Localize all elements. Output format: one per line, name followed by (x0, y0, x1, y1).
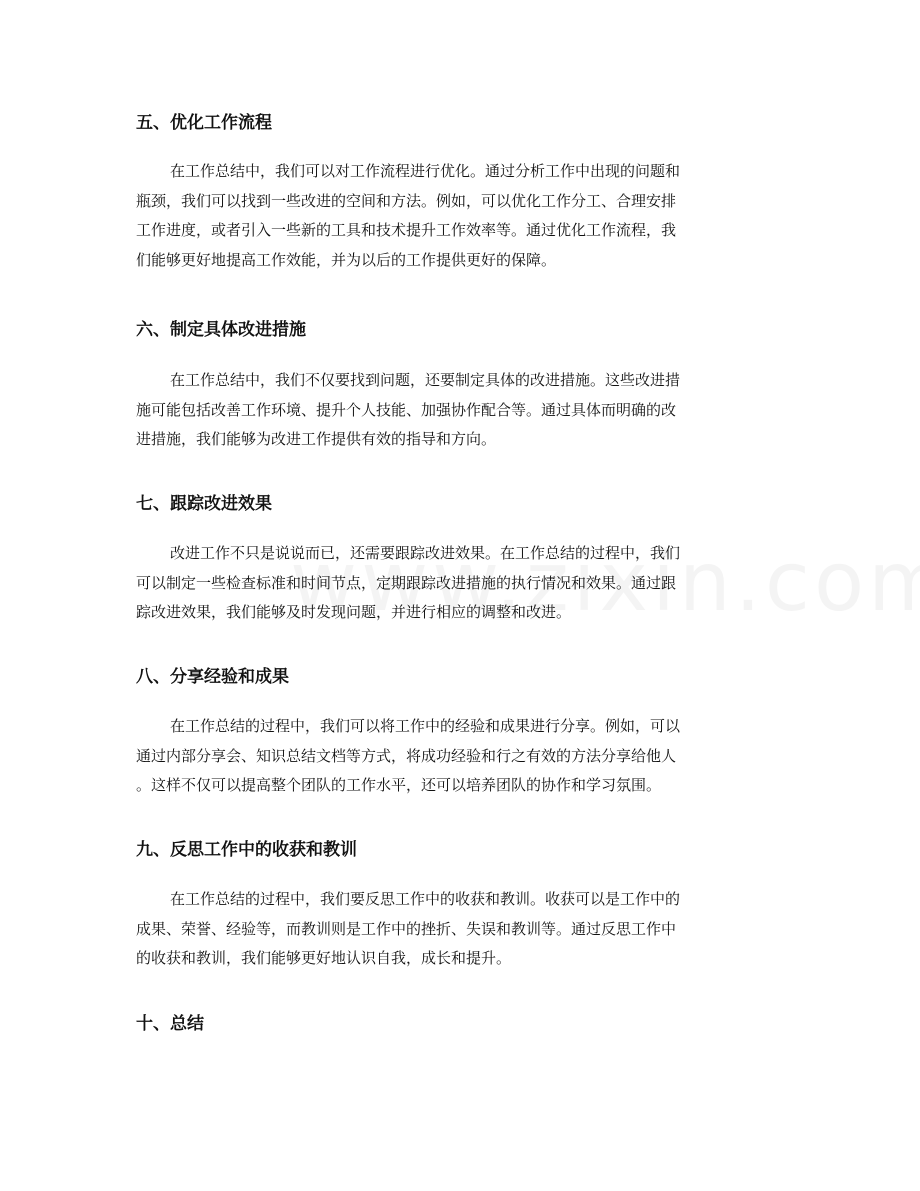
paragraph-line: 通过内部分享会、知识总结文档等方式，将成功经验和行之有效的方法分享给他人 (136, 746, 677, 765)
section-heading: 十、总结 (136, 1014, 204, 1034)
section-paragraph (136, 539, 796, 628)
paragraph-line: 进措施，我们能够为改进工作提供有效的指导和方向。 (136, 430, 497, 448)
paragraph-line: 踪改进效果，我们能够及时发现问题，并进行相应的调整和改进。 (136, 603, 572, 621)
paragraph-line: 施可能包括改善工作环境、提升个人技能、加强协作配合等。通过具体而明确的改 (136, 400, 677, 419)
section-heading: 六、制定具体改进措施 (136, 320, 306, 340)
section-heading: 八、分享经验和成果 (136, 667, 289, 687)
paragraph-line: 瓶颈，我们可以找到一些改进的空间和方法。例如，可以优化工作分工、合理安排 (136, 191, 677, 210)
paragraph-line: 在工作总结中，我们可以对工作流程进行优化。通过分析工作中出现的问题和 (170, 162, 681, 180)
section-paragraph (136, 366, 796, 455)
paragraph-line: 工作进度，或者引入一些新的工具和技术提升工作效率等。通过优化工作流程，我 (136, 221, 677, 239)
paragraph-line: 在工作总结的过程中，我们可以将工作中的经验和成果进行分享。例如，可以 (170, 717, 681, 735)
section-heading: 七、跟踪改进效果 (136, 494, 272, 514)
paragraph-line: 们能够更好地提高工作效能，并为以后的工作提供更好的保障。 (136, 250, 557, 269)
paragraph-line: 在工作总结的过程中，我们要反思工作中的收获和教训。收获可以是工作中的 (170, 890, 681, 908)
section-paragraph (136, 157, 796, 275)
section-heading: 五、优化工作流程 (136, 113, 272, 133)
section-heading: 九、反思工作中的收获和教训 (136, 840, 357, 860)
paragraph-line: 的收获和教训，我们能够更好地认识自我，成长和提升。 (136, 949, 512, 967)
paragraph-line: 改进工作不只是说说而已，还需要跟踪改进效果。在工作总结的过程中，我们 (170, 544, 681, 562)
paragraph-line: 。这样不仅可以提高整个团队的工作水平，还可以培养团队的协作和学习氛围。 (136, 776, 662, 794)
paragraph-line: 可以制定一些检查标准和时间节点，定期跟踪改进措施的执行情况和效果。通过跟 (136, 573, 677, 592)
section-paragraph (136, 885, 796, 974)
paragraph-line: 在工作总结中，我们不仅要找到问题，还要制定具体的改进措施。这些改进措 (170, 371, 681, 389)
section-paragraph (136, 712, 796, 801)
paragraph-line: 成果、荣誉、经验等，而教训则是工作中的挫折、失误和教训等。通过反思工作中 (136, 919, 677, 938)
